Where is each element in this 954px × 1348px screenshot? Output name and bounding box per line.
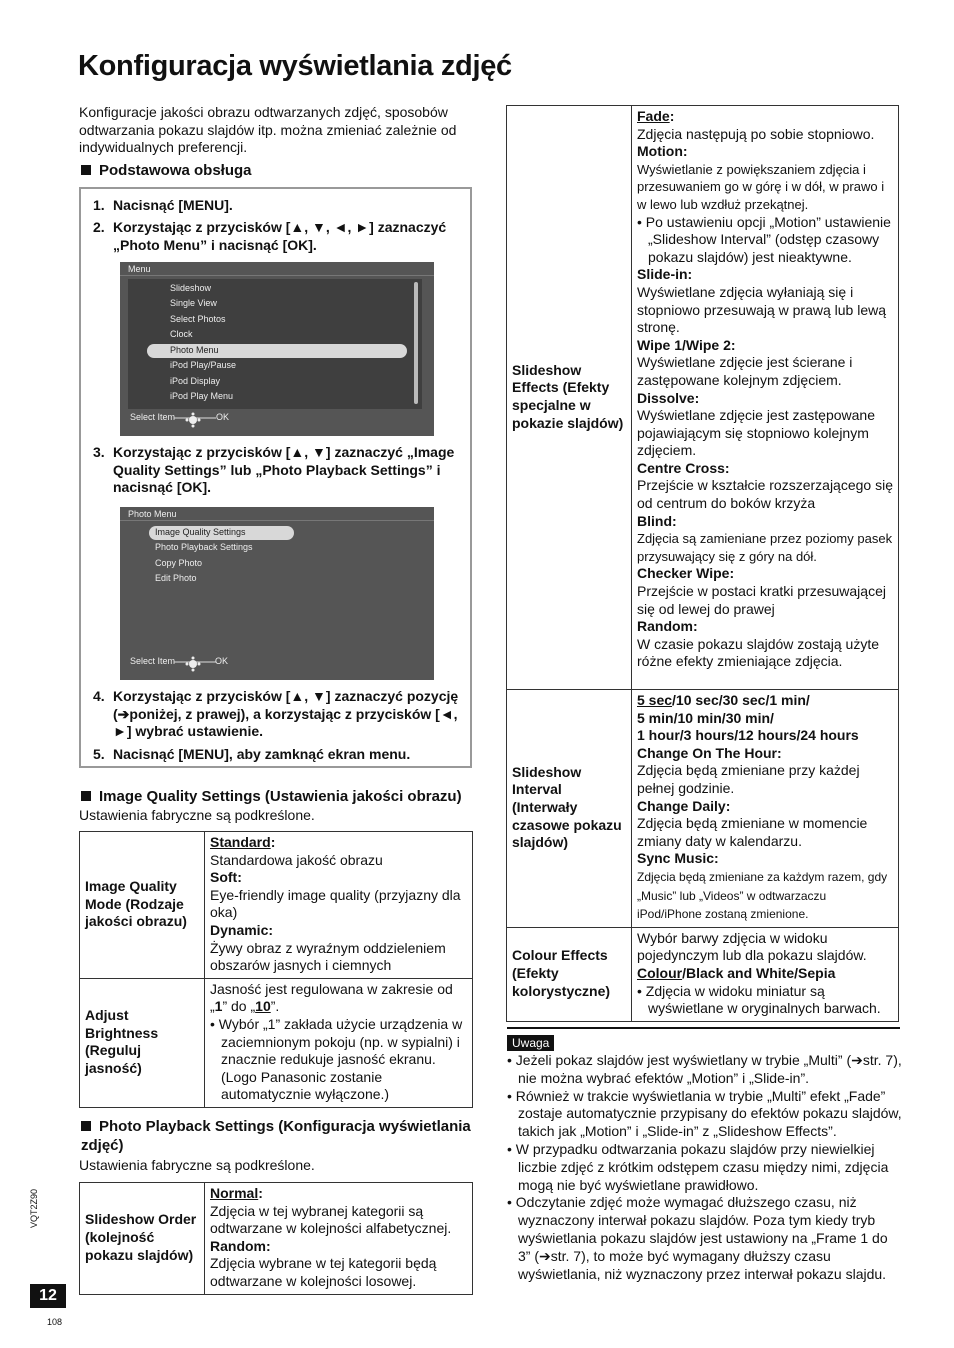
menu-item[interactable]: iPod Display [170, 376, 221, 386]
option-default: 5 sec [637, 692, 673, 708]
option-fade: Fade [637, 108, 670, 124]
step-text: Korzystając z przycisków [▲, ▼] zaznaczyć pozycję (➔poniżej, z prawej), a korzystając z przycisków [◄, ►] wybrać ustawienie. [113, 688, 459, 740]
step-2 [93, 219, 463, 254]
option-desc: Zdjęcia wybrane w tej kategorii będą odtwarzane w kolejności losowej. [210, 1255, 437, 1289]
colour-bullet: • Zdjęcia w widoku miniatur są wyświetlane w oryginalnych barwach. [637, 982, 881, 1017]
option-centre-cross: Centre Cross: [637, 459, 730, 476]
square-bullet-icon [81, 165, 91, 175]
step-1 [93, 197, 458, 215]
page-number: 12 [30, 1284, 66, 1308]
text: ”. [270, 998, 280, 1015]
small-page-number: 108 [47, 1317, 63, 1327]
brightness-bullet: • Wybór „1” zakłada użycie urządzenia w zaciemnionym pokoju (np. w sypialni) i znacznie redukuje jasność ekranu. (Logo Panasonic zostanie automatycznie wyłączone.) [210, 1015, 463, 1103]
option-desc: Wyświetlane zdjęcie jest ścierane i zastępowane kolejnym zdjęciem. [637, 354, 853, 388]
iq-mode-options: Standard: Standardowa jakość obrazu Soft: Eye-friendly image quality (przyjazny dla oka) Dynamic: Żywy obraz z wyraźnym oddzieleniem obszarów jasnych i ciemnych [205, 832, 473, 979]
step-text: Nacisnąć [MENU]. [113, 197, 233, 213]
option-normal: Normal [210, 1185, 259, 1201]
option-values: /10 sec/30 sec/1 min/ [672, 692, 810, 708]
menu-screen [120, 262, 434, 436]
order-label: Slideshow Order (kolejność pokazu slajdów) [80, 1183, 205, 1295]
iq-table [79, 831, 473, 1108]
option-values: 5 min/10 min/30 min/ [637, 709, 774, 726]
basic-heading-text: Podstawowa obsługa [99, 162, 252, 179]
brightness-label: Adjust Brightness (Reguluj jasność) [80, 978, 205, 1107]
option-desc: Zdjęcia są zamieniane przez poziomy pasek przysuwający się z góry na dół. [637, 531, 893, 564]
step-4 [93, 688, 463, 741]
colour-options [632, 927, 899, 1021]
menu-item[interactable]: iPod Play Menu [170, 391, 234, 401]
option-desc: Przejście w postaci kratki przesuwającej się od lewej do prawej [637, 583, 886, 617]
option-dissolve: Dissolve: [637, 389, 700, 406]
step-3 [93, 444, 463, 497]
dpad-icon [174, 412, 216, 428]
table-row [507, 106, 899, 690]
step-number: 2. [93, 219, 105, 235]
brightness-options [205, 978, 473, 1107]
iq-mode-label: Image Quality Mode (Rodzaje jakości obrazu) [80, 832, 205, 979]
pp-heading [81, 1117, 473, 1155]
pp-heading-text: Photo Playback Settings (Konfiguracja wyświetlania zdjęć) [81, 1118, 471, 1154]
option-sync-music: Sync Music: [637, 850, 719, 867]
menu-item[interactable]: iPod Play/Pause [170, 360, 237, 370]
option-desc: W czasie pokazu slajdów zostają użyte różne efekty zmieniające zdjęcia. [637, 635, 879, 670]
iq-heading-text: Image Quality Settings (Ustawienia jakości obrazu) [99, 788, 462, 805]
option-values: /Black and White/Sepia [682, 964, 836, 981]
option-desc: Przejście w kształcie rozszerzającego się od centrum do boków krzyża [637, 477, 893, 512]
menu-item-selected[interactable]: Photo Menu [170, 345, 219, 355]
table-row [80, 978, 473, 1107]
effects-label: Slideshow Effects (Efekty specjalne w pokazie slajdów) [507, 106, 632, 690]
step-text: Korzystając z przycisków [▲, ▼, ◄, ►] zaznaczyć „Photo Menu” i nacisnąć [OK]. [113, 219, 447, 253]
list-item: • Jeżeli pokaz slajdów jest wyświetlany w trybie „Multi” (➔str. 7), nie można wybrać efektów „Motion” i „Slide-in”. [507, 1052, 902, 1086]
menu-list [120, 521, 434, 653]
motion-bullet: • Po ustawieniu opcji „Motion” ustawienie „Slideshow Interval” (odstęp czasowy pokazu slajdów) jest nieaktywne. [637, 213, 891, 265]
menu-item[interactable]: Slideshow [170, 283, 212, 293]
menu-item-selected[interactable]: Image Quality Settings [155, 527, 246, 537]
square-bullet-icon [81, 1121, 91, 1131]
option-desc: Wyświetlane zdjęcie jest zastępowane pojawiającym się stopniowo kolejnym zdjęciem. [637, 407, 875, 459]
basic-steps-box [79, 187, 472, 768]
option-desc: Wybór barwy zdjęcia w widoku pojedynczym lub dla pokazu slajdów. [637, 929, 867, 964]
footer-select-label: Select Item [130, 412, 176, 422]
option-checker-wipe: Checker Wipe: [637, 565, 735, 582]
step-number: 1. [93, 197, 105, 213]
option-wipe: Wipe 1/Wipe 2: [637, 336, 736, 353]
option-desc: Zdjęcia będą zmieniane w momencie zmiany daty w kalendarzu. [637, 815, 868, 849]
table-row [507, 927, 899, 1021]
menu-item[interactable]: Clock [170, 329, 193, 339]
option-random: Random: [637, 618, 698, 635]
option-default: Colour [637, 964, 683, 981]
pp-table [79, 1182, 473, 1295]
option-slidein: Slide-in: [637, 266, 693, 283]
menu-title: Menu [128, 264, 151, 274]
option-motion: Motion: [637, 143, 688, 160]
menu-scrollbar[interactable] [414, 282, 418, 404]
iq-heading [81, 787, 462, 806]
list-item: • Odczytanie zdjęć może wymagać dłuższego czasu, niż wyznaczony interwał pokazu slajdów. Poza tym kiedy tryb wyświetlania pokazu slajdów jest ustawiony na „Frame 1 do 3” (➔str. 7), to może być wymagany dłuższy czasu wyświetlania, niż wyznaczony przez interwał pokazu slajdu. [507, 1194, 888, 1282]
option-desc: Wyświetlanie z powiększaniem zdjęcia i przesuwaniem go w górę i w dół, w prawo i w lewo lub wzdłuż przekątnej. [637, 161, 885, 212]
option-desc: Zdjęcia będą zmieniane przy każdej pełnej godzinie. [637, 762, 860, 796]
step-number: 4. [93, 688, 105, 704]
basic-heading [81, 161, 252, 180]
table-row [80, 832, 473, 979]
dpad-icon [174, 656, 216, 672]
step-text: Nacisnąć [MENU], aby zamknąć ekran menu. [113, 746, 411, 762]
option-standard: Standard [210, 834, 271, 850]
option-blind: Blind: [637, 512, 677, 529]
page-title: Konfiguracja wyświetlania zdjęć [78, 50, 512, 82]
option-values: 1 hour/3 hours/12 hours/24 hours [637, 727, 859, 744]
menu-item[interactable]: Copy Photo [155, 558, 203, 568]
option-desc: Żywy obraz z wyraźnym oddzieleniem obszarów jasnych i ciemnych [210, 939, 446, 974]
list-item: • W przypadku odtwarzania pokazu slajdów przy niewielkiej liczbie zdjęć z krótkim odstępem czasu między nimi, zdjęcia mogą nie być wyświetlane prawidłowo. [507, 1140, 889, 1193]
effects-options: Fade: Zdjęcia następują po sobie stopniowo. Motion: Wyświetlanie z powiększaniem zdjęcia i przesuwaniem go w górę i w dół, w prawo i w lewo lub wzdłuż przekątnej. • Po ustawieniu opcji „Motion” ustawienie „Slideshow Interval” (odstęp czasowy pokazu slajdów) jest nieaktywne. Slide-in: Wyświetlane zdjęcia wyłaniają się i stopniowo przesuwają w prawą lub lewą stronę. Wipe 1/Wipe 2: Wyświetlane zdjęcie jest ścierane i zastępowane kolejnym zdjęciem. Dissolve: Wyświetlane zdjęcie jest zastępowane pojawiającym się stopniowo kolejnym zdjęciem. Centre Cross: Przejście w kształcie rozszerzającego się od centrum do boków krzyża Blind: Zdjęcia są zamieniane przez poziomy pasek przysuwający się z góry na dół. Checker Wipe: Przejście w postaci kratki przesuwającej się od lewej do prawej Random: W czasie pokazu slajdów zostają użyte różne efekty zmieniające zdjęcia. [632, 106, 899, 690]
step-5 [93, 746, 463, 764]
option-soft: Soft: [210, 869, 242, 886]
table-row [80, 1183, 473, 1295]
option-desc: Wyświetlane zdjęcia wyłaniają się i stopniowo przesuwają w prawą lub lewą stronę. [637, 283, 887, 336]
option-desc: Standardowa jakość obrazu [210, 851, 383, 868]
footer-ok-label: OK [216, 412, 230, 422]
option-dynamic: Dynamic: [210, 921, 274, 938]
order-options: Normal: Zdjęcia w tej wybranej kategorii są odtwarzane w kolejności alfabetycznej. Random: Zdjęcia wybrane w tej kategorii będą odtwarzane w kolejności losowej. [205, 1183, 473, 1295]
option-desc: Zdjęcia w tej wybranej kategorii są odtwarzane w kolejności alfabetycznej. [210, 1202, 452, 1237]
list-item: • Również w trakcie wyświetlania w trybie „Multi” efekt „Fade” zostaje automatycznie przypisany do efektów pokazu slajdów, takich jak „Motion” i „Slide-in” z „Slideshow Effects”. [507, 1087, 902, 1140]
note-divider [507, 1027, 900, 1029]
option-random: Random: [210, 1237, 271, 1254]
menu-item[interactable]: Select Photos [170, 314, 226, 324]
option-change-daily: Change Daily: [637, 797, 731, 814]
menu-item[interactable]: Photo Playback Settings [155, 542, 253, 552]
option-desc: Zdjęcia następują po sobie stopniowo. [637, 125, 875, 142]
step-number: 5. [93, 746, 105, 762]
menu-item[interactable]: Single View [170, 298, 217, 308]
note-list [507, 1052, 902, 1283]
step-text: Korzystając z przycisków [▲, ▼] zaznaczyć „Image Quality Settings” lub „Photo Playback Settings” i nacisnąć [OK]. [113, 444, 455, 496]
interval-options [632, 690, 899, 928]
pp-note: Ustawienia fabryczne są podkreślone. [79, 1157, 315, 1173]
model-code: VQT2Z90 [29, 1188, 39, 1228]
text: Jasność jest regulowana w zakresie od „ [210, 980, 453, 1015]
option-desc: Eye-friendly image quality (przyjazny dla oka) [210, 886, 461, 921]
intro-text: Konfiguracje jakości obrazu odtwarzanych zdjęć, sposobów odtwarzania pokazu slajdów itp. można zmieniać zależnie od indywidualnych preferencji. [79, 104, 457, 156]
square-bullet-icon [81, 791, 91, 801]
value-default: 10 [255, 998, 271, 1015]
menu-title-bar [120, 262, 434, 276]
footer-ok-label: OK [215, 656, 229, 666]
menu-title: Photo Menu [128, 509, 177, 519]
menu-item[interactable]: Edit Photo [155, 573, 197, 583]
note-tag: Uwaga [507, 1035, 554, 1051]
footer-select-label: Select Item [130, 656, 176, 666]
step-number: 3. [93, 444, 105, 460]
text: ” do „ [222, 998, 256, 1015]
iq-note: Ustawienia fabryczne są podkreślone. [79, 807, 315, 823]
slideshow-table [506, 105, 899, 1022]
photo-menu-screen [120, 507, 434, 680]
colour-label: Colour Effects (Efekty kolorystyczne) [507, 927, 632, 1021]
option-change-hour: Change On The Hour: [637, 744, 782, 761]
option-desc: Zdjęcia będą zmieniane za każdym razem, gdy „Music” lub „Videos” w odtwarzaczu iPod/iPhone zostaną zmienione. [637, 869, 888, 922]
value-min: 1 [214, 998, 223, 1015]
interval-label: Slideshow Interval (Interwały czasowe pokazu slajdów) [507, 690, 632, 928]
table-row [507, 690, 899, 928]
